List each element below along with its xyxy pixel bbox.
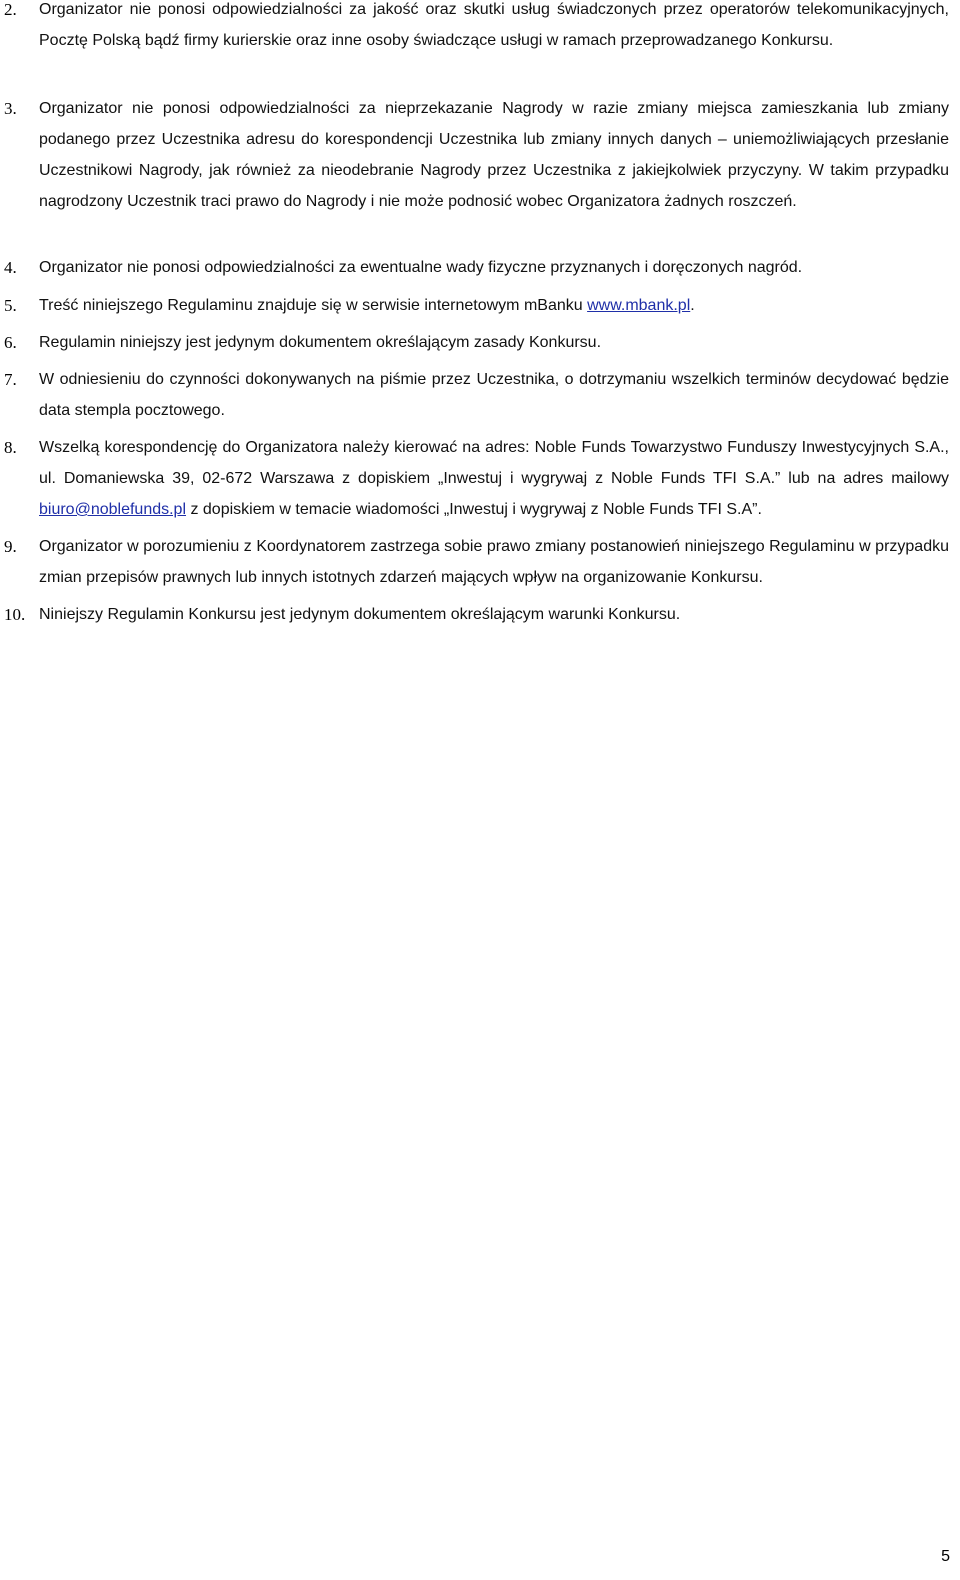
item-text: Organizator nie ponosi odpowiedzialności za nieprzekazanie Nagrody w razie zmiany miejsca zamieszkania lub zmiany podanego przez Uczestnika adresu do korespondencji Uczestnika lub zmiany innych danych – uniemożliwiających przesłanie Uczestnikowi Nagrody, jak również za nieodebranie Nagrody przez Uczestnika z jakiejkolwiek przyczyny. W takim przypadku nagrodzony Uczestnik traci prawo do Nagrody i nie może podnosić wobec Organizatora żadnych roszczeń. <box>39 100 949 210</box>
page-number: 5 <box>941 1548 950 1565</box>
item-text-after: . <box>690 297 695 314</box>
item-number: 8. <box>4 438 17 457</box>
item-number: 6. <box>4 333 17 352</box>
item-number: 5. <box>4 296 17 315</box>
item-text <box>39 432 949 525</box>
email-link[interactable]: biuro@noblefunds.pl <box>39 501 187 518</box>
item-text: Organizator w porozumieniu z Koordynatorem zastrzega sobie prawo zmiany postanowień niniejszego Regulaminu w przypadku zmian przepisów prawnych lub innych istotnych zdarzeń mających wpływ na organizowanie Konkursu. <box>39 538 949 586</box>
item-text <box>39 290 949 321</box>
item-number: 4. <box>4 258 17 277</box>
item-text: W odniesieniu do czynności dokonywanych na piśmie przez Uczestnika, o dotrzymaniu wszelkich terminów decydować będzie data stempla pocztowego. <box>39 371 949 419</box>
item-number: 10. <box>4 605 26 624</box>
item-text: Regulamin niniejszy jest jedynym dokumentem określającym zasady Konkursu. <box>39 334 602 351</box>
item-text-before: Treść niniejszego Regulaminu znajduje się w serwisie internetowym mBanku <box>39 297 588 314</box>
item-number: 2. <box>4 0 17 19</box>
item-text: Organizator nie ponosi odpowiedzialności za jakość oraz skutki usług świadczonych przez operatorów telekomunikacyjnych, Pocztę Polską bądź firmy kurierskie oraz inne osoby świadczące usługi w ramach przeprowadzanego Konkursu. <box>39 1 949 49</box>
item-text-before: Wszelką korespondencję do Organizatora należy kierować na adres: Noble Funds Towarzystwo Funduszy Inwestycyjnych S.A., ul. Domaniewska 39, 02-672 Warszawa z dopiskiem „Inwestuj i wygrywaj z Noble Funds TFI S.A.” lub na adres mailowy <box>39 439 949 487</box>
item-number: 7. <box>4 370 17 389</box>
item-number: 9. <box>4 537 17 556</box>
mbank-link[interactable]: www.mbank.pl <box>587 297 691 314</box>
item-text: Organizator nie ponosi odpowiedzialności za ewentualne wady fizyczne przyznanych i doręczonych nagród. <box>39 259 803 276</box>
item-number: 3. <box>4 99 17 118</box>
item-text: Niniejszy Regulamin Konkursu jest jedynym dokumentem określającym warunki Konkursu. <box>39 606 681 623</box>
item-text-after: z dopiskiem w temacie wiadomości „Inwestuj i wygrywaj z Noble Funds TFI S.A”. <box>186 501 762 518</box>
